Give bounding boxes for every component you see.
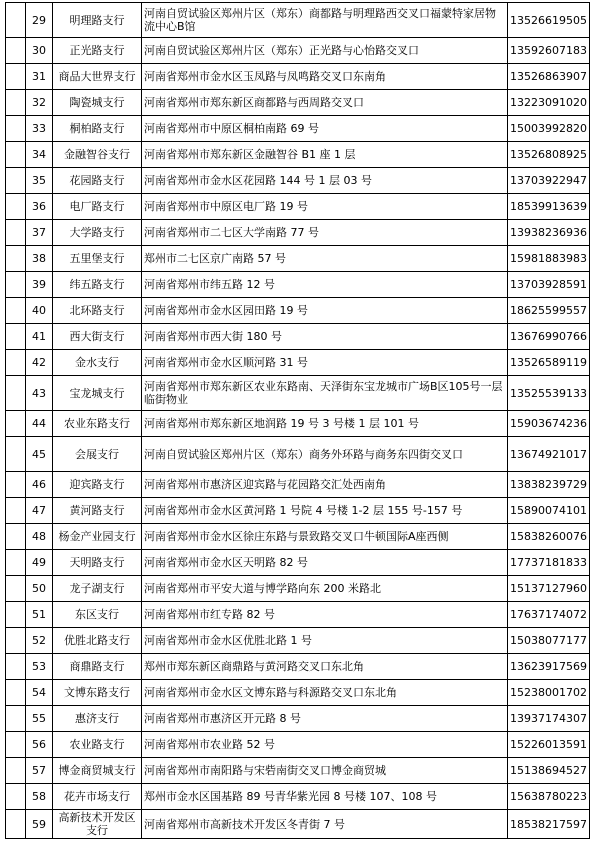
branch-name: 花卉市场支行 xyxy=(53,784,142,810)
spacer-cell xyxy=(6,376,26,411)
branch-name: 纬五路支行 xyxy=(53,272,142,298)
branch-address: 郑州市郑东新区商鼎路与黄河路交叉口东北角 xyxy=(142,654,508,680)
branch-phone: 13526589119 xyxy=(508,350,590,376)
row-number: 32 xyxy=(26,90,53,116)
branch-address: 河南省郑州市金水区玉凤路与凤鸣路交叉口东南角 xyxy=(142,64,508,90)
table-row xyxy=(6,628,590,654)
branch-name: 西大街支行 xyxy=(53,324,142,350)
branch-name: 商鼎路支行 xyxy=(53,654,142,680)
table-row xyxy=(6,550,590,576)
branch-name: 天明路支行 xyxy=(53,550,142,576)
branch-name: 龙子湖支行 xyxy=(53,576,142,602)
spacer-cell xyxy=(6,411,26,437)
table-row xyxy=(6,324,590,350)
row-number: 58 xyxy=(26,784,53,810)
table-row xyxy=(6,576,590,602)
branch-address: 河南省郑州市纬五路 12 号 xyxy=(142,272,508,298)
branch-name: 宝龙城支行 xyxy=(53,376,142,411)
row-number: 57 xyxy=(26,758,53,784)
branch-address: 河南省郑州市农业路 52 号 xyxy=(142,732,508,758)
row-number: 36 xyxy=(26,194,53,220)
table-row xyxy=(6,411,590,437)
row-number: 51 xyxy=(26,602,53,628)
table-row xyxy=(6,220,590,246)
branch-address: 河南省郑州市红专路 82 号 xyxy=(142,602,508,628)
branch-name: 北环路支行 xyxy=(53,298,142,324)
table-row xyxy=(6,680,590,706)
branch-phone: 15137127960 xyxy=(508,576,590,602)
branch-address: 河南省郑州市二七区大学南路 77 号 xyxy=(142,220,508,246)
branch-phone: 15838260076 xyxy=(508,524,590,550)
branch-name: 五里堡支行 xyxy=(53,246,142,272)
table-row xyxy=(6,810,590,839)
branch-name: 电厂路支行 xyxy=(53,194,142,220)
branch-name: 商品大世界支行 xyxy=(53,64,142,90)
branch-address: 河南自贸试验区郑州片区（郑东）商务外环路与商务东四街交叉口 xyxy=(142,437,508,472)
branch-phone: 18625599557 xyxy=(508,298,590,324)
branch-name: 金水支行 xyxy=(53,350,142,376)
spacer-cell xyxy=(6,706,26,732)
row-number: 48 xyxy=(26,524,53,550)
branch-name: 正光路支行 xyxy=(53,38,142,64)
branch-table-body xyxy=(6,3,590,839)
spacer-cell xyxy=(6,90,26,116)
spacer-cell xyxy=(6,810,26,839)
branch-phone: 15226013591 xyxy=(508,732,590,758)
branch-phone: 13938236936 xyxy=(508,220,590,246)
table-row xyxy=(6,706,590,732)
spacer-cell xyxy=(6,524,26,550)
spacer-cell xyxy=(6,324,26,350)
table-row xyxy=(6,90,590,116)
branch-name: 花园路支行 xyxy=(53,168,142,194)
spacer-cell xyxy=(6,654,26,680)
spacer-cell xyxy=(6,732,26,758)
branch-address: 河南省郑州市金水区花园路 144 号 1 层 03 号 xyxy=(142,168,508,194)
table-row xyxy=(6,116,590,142)
spacer-cell xyxy=(6,498,26,524)
branch-phone: 13526619505 xyxy=(508,3,590,38)
branch-phone: 13674921017 xyxy=(508,437,590,472)
row-number: 31 xyxy=(26,64,53,90)
branch-name: 农业东路支行 xyxy=(53,411,142,437)
branch-phone: 18539913639 xyxy=(508,194,590,220)
branch-address: 郑州市金水区国基路 89 号青华紫光园 8 号楼 107、108 号 xyxy=(142,784,508,810)
branch-phone: 13525539133 xyxy=(508,376,590,411)
spacer-cell xyxy=(6,168,26,194)
branch-name: 高新技术开发区支行 xyxy=(53,810,142,839)
branch-address: 河南省郑州市中原区桐柏南路 69 号 xyxy=(142,116,508,142)
table-row xyxy=(6,602,590,628)
row-number: 59 xyxy=(26,810,53,839)
spacer-cell xyxy=(6,680,26,706)
spacer-cell xyxy=(6,194,26,220)
spacer-cell xyxy=(6,784,26,810)
branch-address: 河南省郑州市金水区顺河路 31 号 xyxy=(142,350,508,376)
row-number: 54 xyxy=(26,680,53,706)
branch-address: 河南省郑州市中原区电厂路 19 号 xyxy=(142,194,508,220)
spacer-cell xyxy=(6,246,26,272)
branch-address: 河南省郑州市郑东新区商都路与西周路交叉口 xyxy=(142,90,508,116)
table-row xyxy=(6,3,590,38)
branch-address: 郑州市二七区京广南路 57 号 xyxy=(142,246,508,272)
table-row xyxy=(6,498,590,524)
table-row xyxy=(6,142,590,168)
branch-phone: 18538217597 xyxy=(508,810,590,839)
table-row xyxy=(6,298,590,324)
row-number: 41 xyxy=(26,324,53,350)
table-row xyxy=(6,350,590,376)
spacer-cell xyxy=(6,64,26,90)
branch-address: 河南省郑州市金水区黄河路 1 号院 4 号楼 1-2 层 155 号-157 号 xyxy=(142,498,508,524)
branch-name: 明理路支行 xyxy=(53,3,142,38)
branch-name: 惠济支行 xyxy=(53,706,142,732)
branch-phone: 13526863907 xyxy=(508,64,590,90)
spacer-cell xyxy=(6,758,26,784)
branch-phone: 15238001702 xyxy=(508,680,590,706)
branch-name: 迎宾路支行 xyxy=(53,472,142,498)
row-number: 40 xyxy=(26,298,53,324)
branch-phone: 15903674236 xyxy=(508,411,590,437)
spacer-cell xyxy=(6,550,26,576)
branch-name: 杨金产业园支行 xyxy=(53,524,142,550)
branch-address: 河南省郑州市惠济区开元路 8 号 xyxy=(142,706,508,732)
branch-phone: 13526808925 xyxy=(508,142,590,168)
branch-table xyxy=(5,2,590,839)
row-number: 30 xyxy=(26,38,53,64)
branch-phone: 17637174072 xyxy=(508,602,590,628)
branch-phone: 13623917569 xyxy=(508,654,590,680)
row-number: 55 xyxy=(26,706,53,732)
row-number: 37 xyxy=(26,220,53,246)
row-number: 33 xyxy=(26,116,53,142)
spacer-cell xyxy=(6,298,26,324)
table-row xyxy=(6,654,590,680)
branch-phone: 13703928591 xyxy=(508,272,590,298)
branch-name: 博金商贸城支行 xyxy=(53,758,142,784)
row-number: 29 xyxy=(26,3,53,38)
branch-address: 河南省郑州市金水区天明路 82 号 xyxy=(142,550,508,576)
branch-name: 大学路支行 xyxy=(53,220,142,246)
branch-name: 会展支行 xyxy=(53,437,142,472)
table-row xyxy=(6,472,590,498)
branch-phone: 13223091020 xyxy=(508,90,590,116)
branch-name: 桐柏路支行 xyxy=(53,116,142,142)
spacer-cell xyxy=(6,142,26,168)
branch-address: 河南省郑州市金水区优胜北路 1 号 xyxy=(142,628,508,654)
row-number: 42 xyxy=(26,350,53,376)
table-row xyxy=(6,246,590,272)
spacer-cell xyxy=(6,220,26,246)
spacer-cell xyxy=(6,576,26,602)
row-number: 39 xyxy=(26,272,53,298)
branch-address: 河南自贸试验区郑州片区（郑东）商都路与明理路西交叉口福蒙特家居物流中心B馆 xyxy=(142,3,508,38)
branch-name: 金融智谷支行 xyxy=(53,142,142,168)
table-row xyxy=(6,732,590,758)
branch-name: 黄河路支行 xyxy=(53,498,142,524)
table-row xyxy=(6,38,590,64)
branch-name: 农业路支行 xyxy=(53,732,142,758)
row-number: 56 xyxy=(26,732,53,758)
row-number: 49 xyxy=(26,550,53,576)
table-row xyxy=(6,64,590,90)
branch-phone: 15890074101 xyxy=(508,498,590,524)
branch-address: 河南省郑州市高新技术开发区冬青街 7 号 xyxy=(142,810,508,839)
branch-address: 河南省郑州市金水区文博东路与科源路交叉口东北角 xyxy=(142,680,508,706)
row-number: 46 xyxy=(26,472,53,498)
row-number: 47 xyxy=(26,498,53,524)
branch-address: 河南自贸试验区郑州片区（郑东）正光路与心怡路交叉口 xyxy=(142,38,508,64)
branch-phone: 13838239729 xyxy=(508,472,590,498)
branch-phone: 15003992820 xyxy=(508,116,590,142)
spacer-cell xyxy=(6,350,26,376)
branch-address: 河南省郑州市南阳路与宋砦南街交叉口博金商贸城 xyxy=(142,758,508,784)
row-number: 53 xyxy=(26,654,53,680)
table-row xyxy=(6,784,590,810)
table-row xyxy=(6,194,590,220)
branch-phone: 13937174307 xyxy=(508,706,590,732)
branch-address: 河南省郑州市金水区徐庄东路与景致路交叉口牛顿国际A座西侧 xyxy=(142,524,508,550)
branch-name: 陶瓷城支行 xyxy=(53,90,142,116)
table-row xyxy=(6,524,590,550)
row-number: 38 xyxy=(26,246,53,272)
table-row xyxy=(6,168,590,194)
row-number: 52 xyxy=(26,628,53,654)
branch-address: 河南省郑州市郑东新区地润路 19 号 3 号楼 1 层 101 号 xyxy=(142,411,508,437)
spacer-cell xyxy=(6,628,26,654)
row-number: 45 xyxy=(26,437,53,472)
branch-name: 东区支行 xyxy=(53,602,142,628)
spacer-cell xyxy=(6,3,26,38)
branch-phone: 13592607183 xyxy=(508,38,590,64)
branch-phone: 15638780223 xyxy=(508,784,590,810)
branch-phone: 15981883983 xyxy=(508,246,590,272)
table-row xyxy=(6,376,590,411)
row-number: 34 xyxy=(26,142,53,168)
spacer-cell xyxy=(6,602,26,628)
branch-phone: 17737181833 xyxy=(508,550,590,576)
row-number: 44 xyxy=(26,411,53,437)
spacer-cell xyxy=(6,472,26,498)
branch-address: 河南省郑州市惠济区迎宾路与花园路交汇处西南角 xyxy=(142,472,508,498)
table-row xyxy=(6,272,590,298)
table-row xyxy=(6,437,590,472)
table-row xyxy=(6,758,590,784)
row-number: 50 xyxy=(26,576,53,602)
branch-address: 河南省郑州市金水区园田路 19 号 xyxy=(142,298,508,324)
branch-phone: 15138694527 xyxy=(508,758,590,784)
branch-address: 河南省郑州市平安大道与博学路向东 200 米路北 xyxy=(142,576,508,602)
branch-address: 河南省郑州市郑东新区金融智谷 B1 座 1 层 xyxy=(142,142,508,168)
spacer-cell xyxy=(6,272,26,298)
branch-address: 河南省郑州市郑东新区农业东路南、天泽街东宝龙城市广场B区105号一层临街物业 xyxy=(142,376,508,411)
spacer-cell xyxy=(6,116,26,142)
branch-name: 文博东路支行 xyxy=(53,680,142,706)
spacer-cell xyxy=(6,38,26,64)
spacer-cell xyxy=(6,437,26,472)
row-number: 43 xyxy=(26,376,53,411)
branch-phone: 13703922947 xyxy=(508,168,590,194)
branch-name: 优胜北路支行 xyxy=(53,628,142,654)
branch-phone: 13676990766 xyxy=(508,324,590,350)
branch-phone: 15038077177 xyxy=(508,628,590,654)
branch-address: 河南省郑州市西大街 180 号 xyxy=(142,324,508,350)
row-number: 35 xyxy=(26,168,53,194)
